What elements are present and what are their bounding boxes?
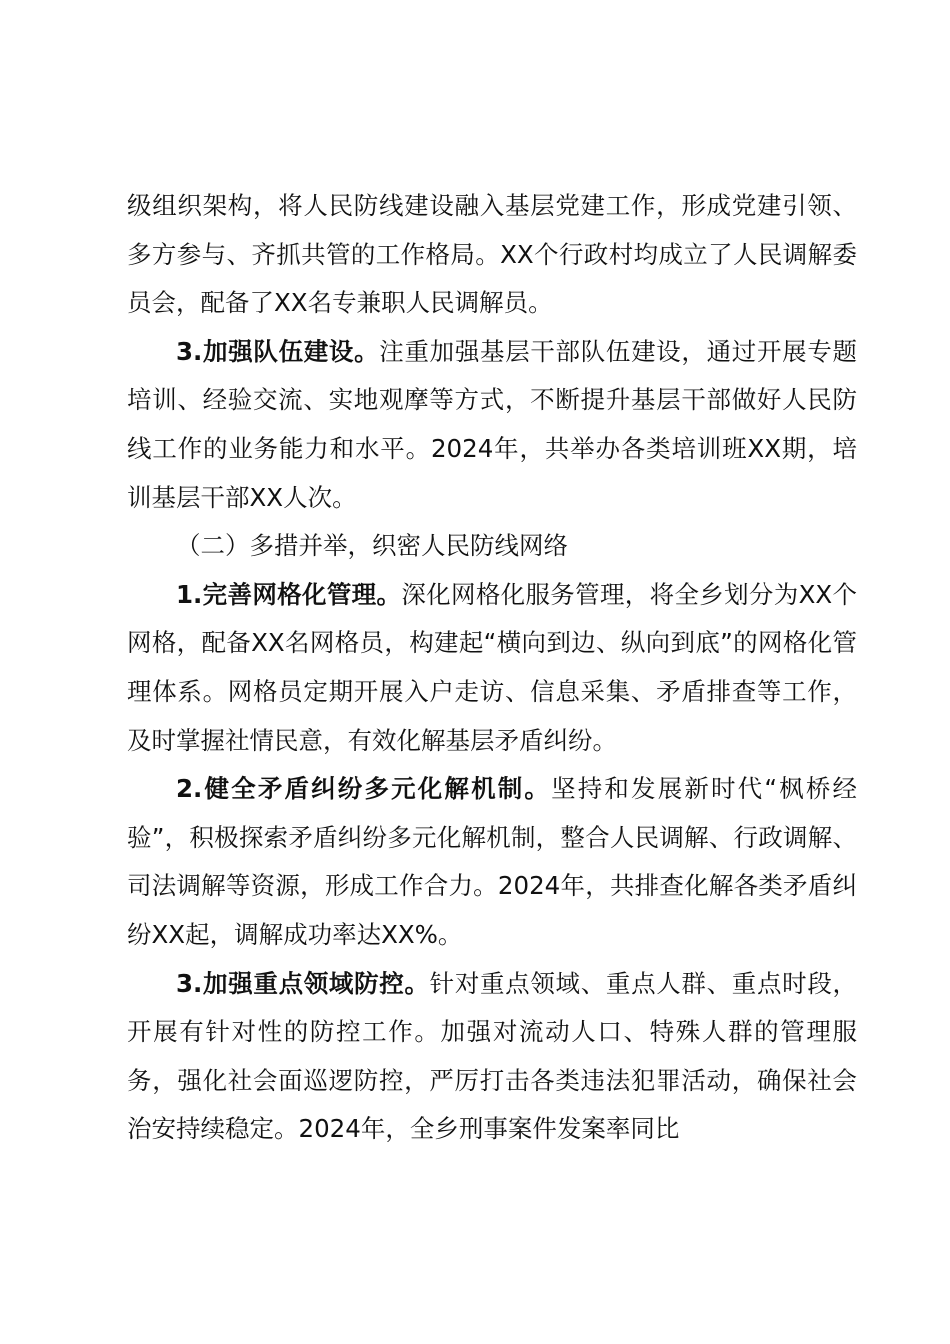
document-body <box>127 182 857 1154</box>
paragraph-lead: 1.完善网格化管理。 <box>176 579 402 609</box>
paragraph-text: 针对重点领域、重点人群、重点时段，开展有针对性的防控工作。加强对流动人口、特殊人群的管理服务，强化社会面巡逻防控，严厉打击各类违法犯罪活动，确保社会治安持续稳定。2024年，全乡刑事案件发案率同比 <box>127 968 857 1144</box>
paragraph-text: 注重加强基层干部队伍建设，通过开展专题培训、经验交流、实地观摩等方式，不断提升基层干部做好人民防线工作的业务能力和水平。2024年，共举办各类培训班XX期，培训基层干部XX人次。 <box>127 336 858 512</box>
paragraph-continuation <box>127 182 857 328</box>
paragraph-lead: 3.加强队伍建设。 <box>176 336 380 366</box>
paragraph-key-area-control <box>127 960 857 1154</box>
paragraph-lead: 3.加强重点领域防控。 <box>176 968 430 998</box>
paragraph-grid-management <box>127 571 857 765</box>
section-heading-text: （二）多措并举，织密人民防线网络 <box>176 531 568 561</box>
paragraph-team-building <box>127 328 857 522</box>
paragraph-text: 坚持和发展新时代“枫桥经验”，积极探索矛盾纠纷多元化解机制，整合人民调解、行政调解、司法调解等资源，形成工作合力。2024年，共排查化解各类矛盾纠纷XX起，调解成功率达XX%。 <box>127 774 857 949</box>
paragraph-lead: 2.健全矛盾纠纷多元化解机制。 <box>176 774 552 804</box>
paragraph-text: 深化网格化服务管理，将全乡划分为XX个网格，配备XX名网格员，构建起“横向到边、纵向到底”的网格化管理体系。网格员定期开展入户走访、信息采集、矛盾排查等工作，及时掌握社情民意，有效化解基层矛盾纠纷。 <box>127 579 857 755</box>
paragraph-dispute-resolution <box>127 765 857 959</box>
paragraph-text: 级组织架构，将人民防线建设融入基层党建工作，形成党建引领、多方参与、齐抓共管的工作格局。XX个行政村均成立了人民调解委员会，配备了XX名专兼职人民调解员。 <box>127 191 857 318</box>
section-heading <box>127 522 857 571</box>
